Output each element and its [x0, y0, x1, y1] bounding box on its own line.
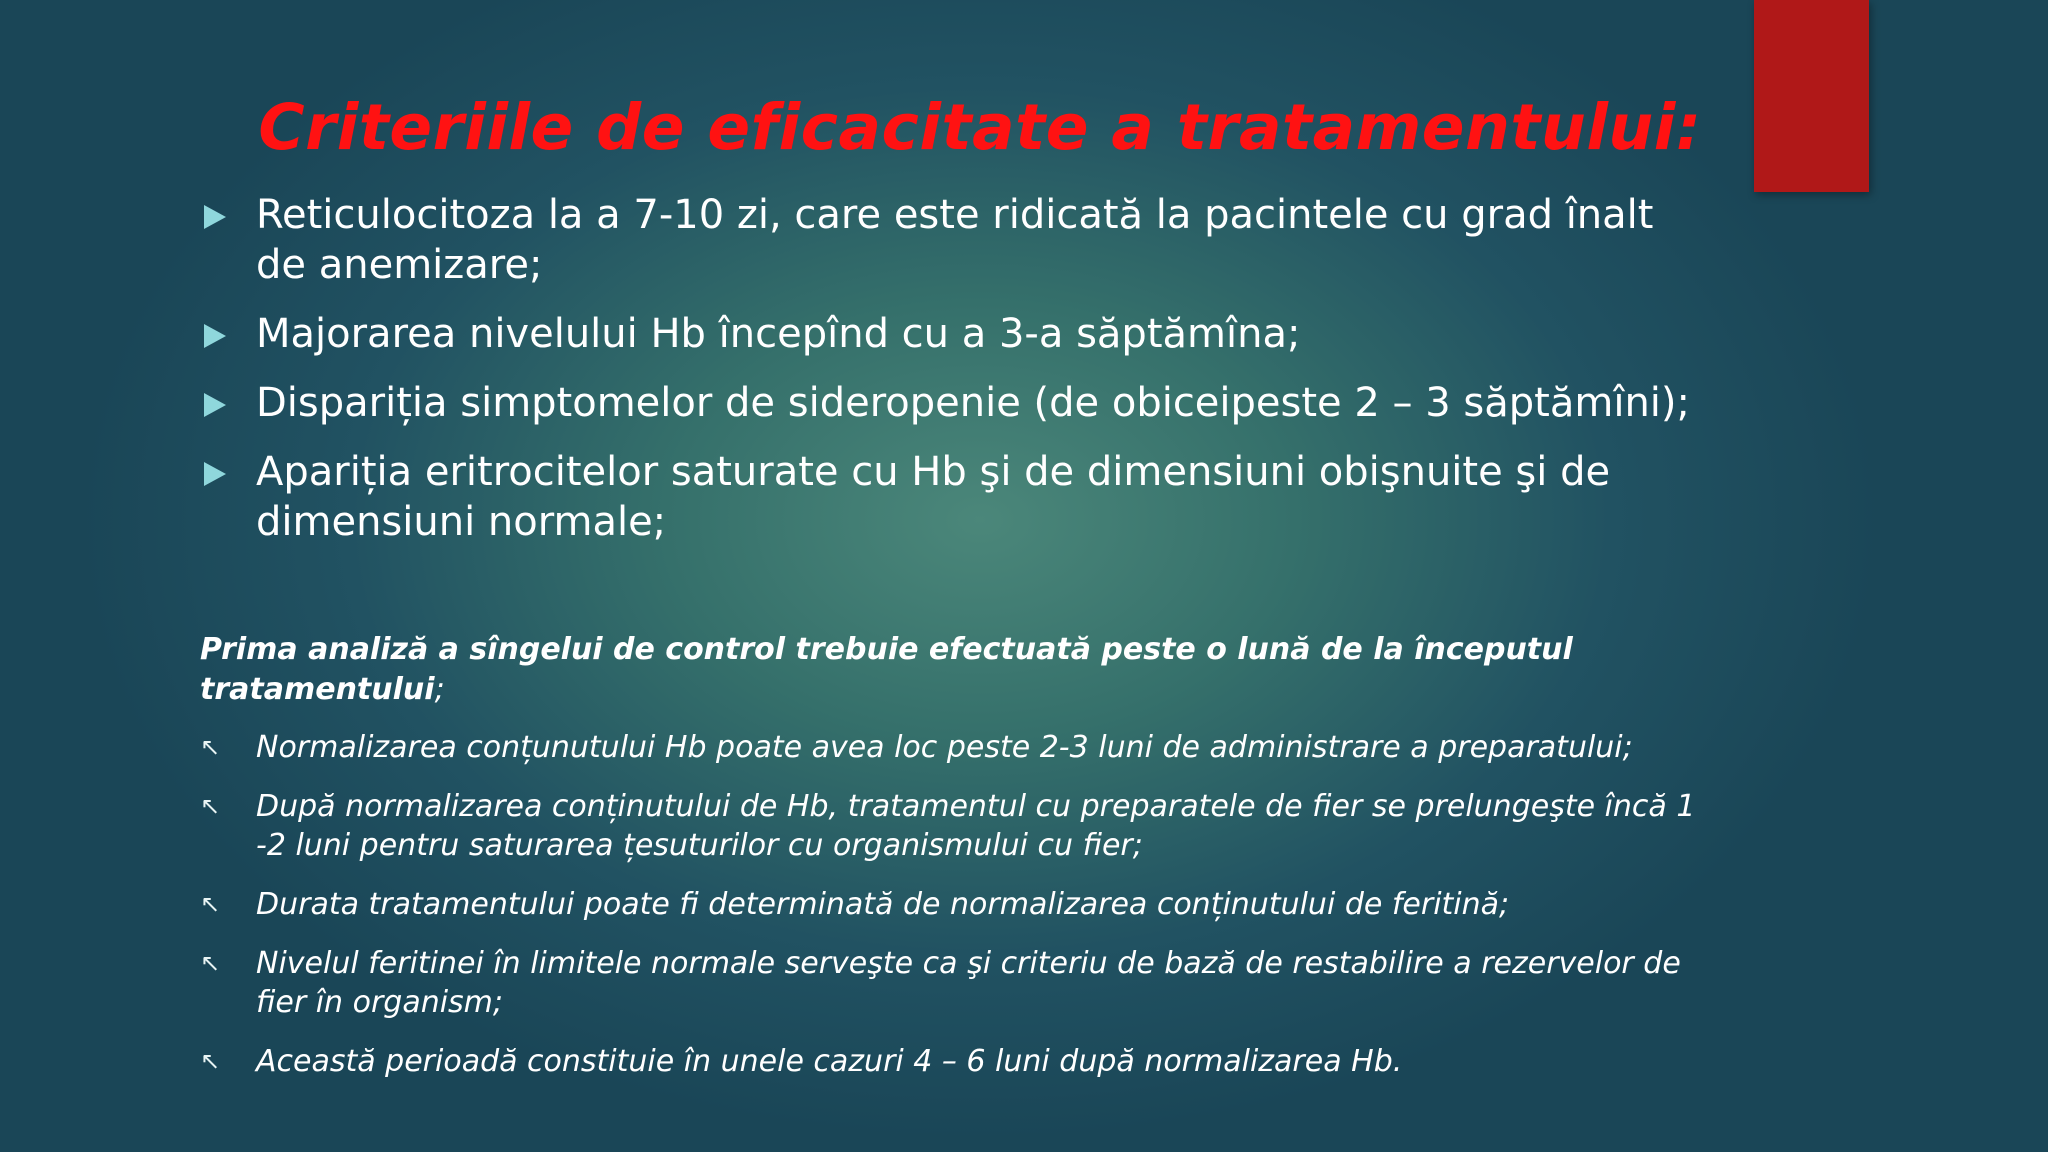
list-item — [200, 728, 1700, 767]
arrow-up-left-icon: ↖ — [200, 733, 221, 761]
control-analysis-note — [200, 630, 1720, 710]
sub-bullet-text: Această perioadă constituie în unele cazuri 4 – 6 luni după normalizarea Hb. — [256, 1044, 1403, 1079]
list-item — [200, 447, 1700, 547]
arrow-up-left-icon: ↖ — [200, 890, 221, 918]
list-item — [200, 944, 1700, 1022]
triangle-bullet-icon — [204, 324, 226, 348]
triangle-bullet-icon — [204, 205, 226, 229]
note-tail-text: ; — [434, 672, 445, 707]
sub-bullet-text: Durata tratamentului poate fi determinată de normalizarea conținutului de feritină; — [256, 887, 1510, 922]
sub-bullet-text: După normalizarea conținutului de Hb, tratamentul cu preparatele de fier se prelungeşte încă 1 -2 luni pentru saturarea țesuturilor cu organismului cu fier; — [256, 789, 1696, 863]
list-item — [200, 190, 1700, 290]
note-bold-text: Prima analiză a sîngelui de control trebuie efectuată peste o lună de la începutul tratamentului — [200, 632, 1573, 707]
sub-bullet-text: Normalizarea conțunutului Hb poate avea loc peste 2-3 luni de administrare a preparatului; — [256, 730, 1633, 765]
list-item — [200, 787, 1700, 865]
list-item — [200, 309, 1700, 359]
slide-title: Criteriile de eficacitate a tratamentului: — [258, 91, 1702, 164]
list-item — [200, 378, 1700, 428]
sub-bullet-list — [200, 728, 1700, 1101]
bullet-text: Reticulocitoza la a 7-10 zi, care este ridicată la pacintele cu grad înalt de anemizare; — [256, 192, 1654, 288]
main-bullet-list — [200, 190, 1700, 566]
arrow-up-left-icon: ↖ — [200, 949, 221, 977]
bullet-text: Apariția eritrocitelor saturate cu Hb şi de dimensiuni obişnuite şi de dimensiuni normale; — [256, 449, 1611, 545]
arrow-up-left-icon: ↖ — [200, 792, 221, 820]
bullet-text: Dispariția simptomelor de sideropenie (de obiceipeste 2 – 3 săptămîni); — [256, 380, 1690, 426]
triangle-bullet-icon — [204, 393, 226, 417]
triangle-bullet-icon — [204, 462, 226, 486]
sub-bullet-text: Nivelul feritinei în limitele normale serveşte ca şi criteriu de bază de restabilire a rezervelor de fier în organism; — [256, 946, 1681, 1020]
list-item — [200, 1042, 1700, 1081]
list-item — [200, 885, 1700, 924]
bullet-text: Majorarea nivelului Hb începînd cu a 3-a săptămîna; — [256, 311, 1301, 357]
arrow-up-left-icon: ↖ — [200, 1047, 221, 1075]
